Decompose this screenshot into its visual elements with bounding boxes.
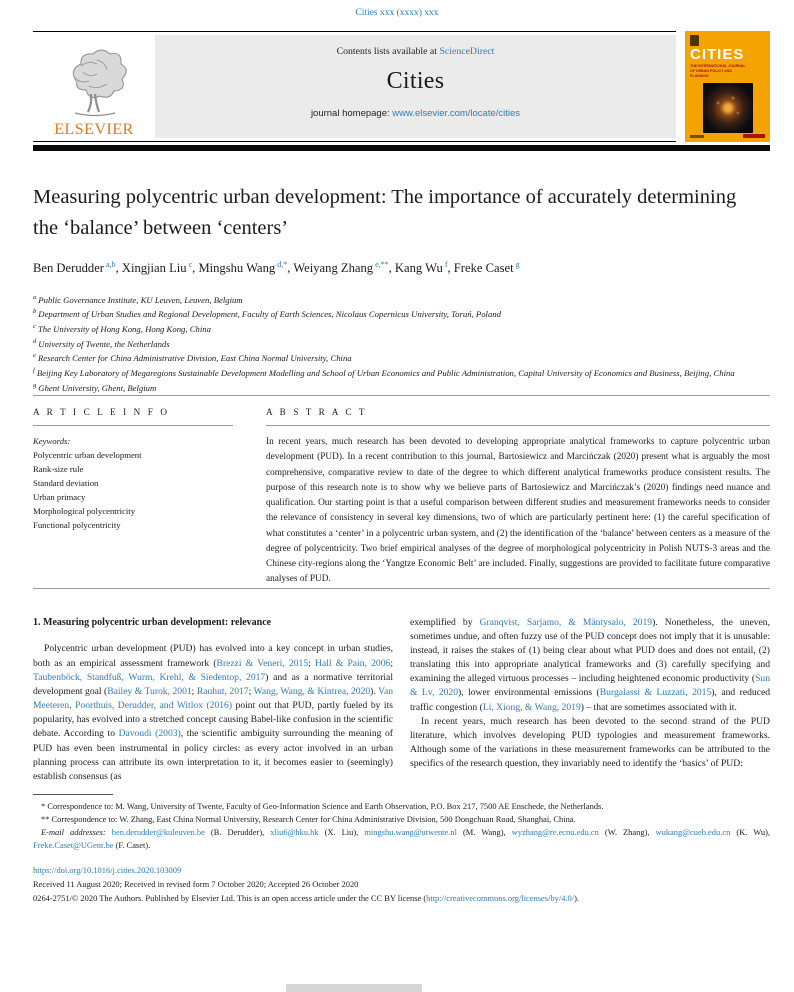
inline-link[interactable]: Granqvist, Sarjamo, & Mäntysalo, 2019 bbox=[479, 616, 653, 628]
journal-homepage-link[interactable]: www.elsevier.com/locate/cities bbox=[392, 108, 521, 119]
running-head: Cities xxx (xxxx) xxx bbox=[355, 8, 439, 18]
received-dates: Received 11 August 2020; Received in revised form 7 October 2020; Accepted 26 October 2020 bbox=[33, 878, 359, 889]
text-segment: d,* bbox=[277, 259, 288, 269]
body-paragraph bbox=[410, 715, 770, 772]
keywords-list bbox=[33, 435, 233, 532]
abstract-column bbox=[266, 407, 770, 587]
keyword-item: Standard deviation bbox=[33, 477, 99, 488]
cover-elsevier-mark-icon bbox=[690, 35, 699, 46]
body-right-column bbox=[410, 616, 770, 785]
text-segment: (M. Wang), bbox=[456, 826, 512, 837]
inline-link[interactable]: Freke.Caset@UGent.be bbox=[33, 839, 114, 850]
text-segment: In recent years, much research has been devoted to the second strand of the PUD literature, which involves developing PUD typologies and measurement frameworks. Although some of the variations in these measurement frameworks can be attributed to the specifics of the research question, they invariably need to identify the ‘basics’ of PUD: bbox=[410, 715, 770, 770]
abstract-text: In recent years, much research has been devoted to developing appropriate analytical frameworks to capture polycentric urban development (PUD). In a recent contribution to this journal, Bartosiewicz and Marcińczak (2020) present what is arguably the most comprehensive, comparative review to date of the degree to which different analytical frameworks produce consistent results. The purpose of this research note is to show why we believe parts of Bartosiewicz and Marcińczak’s (2020) findings need nuance and qualification. Our starting point is that a useful comparison between different studies and measurement frameworks needs to consider the relevance of consistency in several key dimensions, two of which are particularly pertinent here: (1) the careful specification of what constitutes a ‘center’ in a polycentric urban system, and (2) the identification of the ‘balance’ between centers as a measure of the degree of polycentricity. Two brief empirical analyses of the degree of morphological polycentricity in Polish NUTS-3 areas and the Chinese city-regions along the ‘Yangtze Economic Belt’ are included. Finally, suggestions are provided to facilitate future comparative analyses of PUD. bbox=[266, 437, 770, 585]
keyword-item: Urban primacy bbox=[33, 491, 86, 502]
divider bbox=[266, 425, 770, 426]
inline-link[interactable]: mingshu.wang@utwente.nl bbox=[364, 826, 457, 837]
inline-link[interactable]: wyzhang@re.ecnu.edu.cn bbox=[511, 826, 599, 837]
inline-link[interactable]: Li, Xiong, & Wang, 2019 bbox=[482, 701, 581, 713]
author-line bbox=[33, 260, 770, 276]
elsevier-wordmark: ELSEVIER bbox=[54, 121, 134, 138]
inline-link[interactable]: Bailey & Turok, 2001 bbox=[107, 685, 192, 697]
inline-link[interactable]: ben.derudder@kuleuven.be bbox=[111, 826, 205, 837]
text-segment: 0264-2751/© 2020 The Authors. Published by Elsevier Ltd. This is an open access article under the CC BY license ( bbox=[33, 893, 427, 904]
inline-link[interactable]: Hall & Pain, 2006 bbox=[315, 657, 391, 669]
affiliation-item: $^d$ University of Twente, the Netherlands bbox=[33, 337, 170, 349]
inline-link[interactable]: http://creativecommons.org/licenses/by/4.0/ bbox=[426, 893, 575, 904]
abstract-heading: A B S T R A C T bbox=[266, 407, 368, 418]
section-1-heading: 1. Measuring polycentric urban development: relevance bbox=[33, 616, 272, 628]
text-segment: Polycentric urban development (PUD) has evolved into a key concept in urban studies, both as an empirical assessment framework ( bbox=[33, 643, 393, 669]
cover-subtitle: THE INTERNATIONAL JOURNAL OF URBAN POLICY AND PLANNING bbox=[690, 64, 746, 78]
affiliation-item: $^e$ Research Center for China Administrative Division, East China Normal University, China bbox=[33, 352, 352, 364]
text-segment: ) and as a normative territorial development goal ( bbox=[33, 671, 393, 697]
text-segment: (F. Caset). bbox=[113, 839, 151, 850]
cover-city-lights-image bbox=[703, 83, 753, 133]
affiliation-item: $^f$ Beijing Key Laboratory of Megaregions Sustainable Development Modelling and School of Urban Economics and Public Administration, Capital University of Economics and Business, Beijing, China bbox=[33, 366, 735, 378]
elsevier-tree-icon bbox=[57, 46, 131, 123]
text-segment: ). Nonetheless, the uneven, sometimes undue, and often fuzzy use of the PUD concept does not imply that it is unusable: instead, it raises the stakes of (1) being clear about what PUD does and does not entail, (2) translating this into appropriate analytical frameworks and (3) carefully specifying and examining the alleged virtuous processes – including heightened economic productivity ( bbox=[410, 616, 771, 685]
text-segment: g bbox=[515, 259, 520, 269]
text-segment: ; bbox=[191, 685, 197, 697]
text-segment: E-mail addresses: bbox=[41, 826, 112, 837]
keyword-item: Polycentric urban development bbox=[33, 450, 142, 461]
text-segment: (B. Derudder), bbox=[204, 826, 271, 837]
affiliation-item: $^c$ The University of Hong Kong, Hong Kong, China bbox=[33, 322, 211, 334]
article-info-column bbox=[33, 407, 233, 587]
text-segment: , the scientific ambiguity surrounding the meaning of PUD has even been instrumental in policy circles: as every actor involved in an urban planning process can attribute its own interpretation to it, it becomes easier to (seemingly) establish consensus (as bbox=[33, 728, 394, 782]
journal-title: Cities bbox=[386, 68, 445, 94]
affiliations-list bbox=[33, 293, 770, 395]
inline-link[interactable]: Davoudi (2003) bbox=[118, 728, 181, 740]
affiliation-item: $^b$ Department of Urban Studies and Regional Development, Faculty of Earth Sciences, Nicolaus Copernicus University, Toruń, Poland bbox=[33, 308, 502, 320]
affiliation-item: $^g$ Ghent University, Ghent, Belgium bbox=[33, 381, 157, 393]
inline-link[interactable]: Sun & Lv, 2020 bbox=[410, 673, 770, 699]
inline-link[interactable]: Wang, Wang, & Kintrea, 2020 bbox=[253, 685, 371, 697]
footnote-divider bbox=[33, 794, 113, 795]
inline-link[interactable]: Burgalassi & Luzzati, 2015 bbox=[599, 687, 712, 699]
text-segment: , Mingshu Wang bbox=[192, 260, 276, 275]
divider bbox=[33, 395, 770, 396]
journal-cover-thumbnail[interactable] bbox=[685, 31, 770, 142]
banner-center bbox=[155, 35, 676, 138]
text-segment: ). bbox=[574, 893, 580, 904]
footnotes bbox=[33, 800, 770, 851]
inline-link[interactable]: Van Meeteren, Poorthuis, Derudder, and Witlox (2016) bbox=[33, 685, 393, 712]
text-segment: ; bbox=[390, 657, 393, 669]
text-segment: , Kang Wu bbox=[388, 260, 443, 275]
license-line bbox=[33, 891, 770, 905]
text-segment: (K. Wu), bbox=[730, 826, 770, 837]
body-paragraph bbox=[410, 616, 770, 715]
text-segment: e,** bbox=[375, 259, 389, 269]
text-segment: exemplified by bbox=[410, 616, 480, 628]
cover-footer-marks bbox=[690, 134, 765, 138]
text-segment: (W. Zhang), bbox=[598, 826, 656, 837]
keyword-item: Morphological polycentricity bbox=[33, 505, 136, 516]
text-segment: point out that PUD, partly fueled by its popularity, has evolved into a stretched concept causing Babel-like confusion in the scientific debate. According to bbox=[33, 700, 393, 740]
inline-link[interactable]: xliu6@hku.hk bbox=[270, 826, 319, 837]
info-abstract-block bbox=[33, 407, 770, 587]
text-segment: a,b bbox=[106, 259, 116, 269]
keyword-item: Functional polycentricity bbox=[33, 519, 121, 530]
inline-link[interactable]: Rauhut, 2017 bbox=[196, 685, 249, 697]
text-segment: ), and reduced traffic congestion ( bbox=[410, 687, 771, 713]
text-segment: ). bbox=[370, 685, 379, 697]
text-segment: , Freke Caset bbox=[447, 260, 514, 275]
body-columns bbox=[33, 616, 770, 785]
text-segment: ) – that are sometimes associated with it. bbox=[580, 701, 737, 713]
text-segment: ), lower environmental emissions ( bbox=[458, 687, 600, 699]
text-segment: c bbox=[188, 259, 193, 269]
sciencedirect-link[interactable]: ScienceDirect bbox=[439, 46, 495, 57]
inline-link[interactable]: wukang@cueb.edu.cn bbox=[655, 826, 731, 837]
affiliation-item: $^a$ Public Governance Institute, KU Leuven, Leuven, Belgium bbox=[33, 293, 243, 305]
elsevier-logo bbox=[33, 32, 155, 141]
text-segment: Ben Derudder bbox=[33, 260, 104, 275]
contents-line: Contents lists available at ScienceDirect bbox=[336, 46, 495, 57]
article-info-heading: A R T I C L E I N F O bbox=[33, 407, 170, 418]
text-segment: (X. Liu), bbox=[318, 826, 365, 837]
correspondence-footnote: * Correspondence to: M. Wang, University of Twente, Faculty of Geo-Information Science and Earth Observation, P.O. Box 217, 7500 AE Enschede, the Netherlands. bbox=[41, 801, 604, 812]
inline-link[interactable]: Brezzi & Veneri, 2015 bbox=[216, 657, 309, 669]
text-segment: ; bbox=[248, 685, 254, 697]
divider bbox=[33, 425, 233, 426]
text-segment: ; bbox=[308, 657, 316, 669]
keyword-item: Rank-size rule bbox=[33, 464, 84, 475]
text-segment: , Weiyang Zhang bbox=[287, 260, 374, 275]
text-segment: , Xingjian Liu bbox=[115, 260, 187, 275]
header-divider-bar bbox=[33, 145, 770, 151]
correspondence-footnote-2: ** Correspondence to: W. Zhang, East China Normal University, Research Center for China Administrative Division, 500 Dongchuan Road, Shanghai, China. bbox=[41, 814, 576, 825]
email-addresses-line bbox=[33, 826, 770, 852]
cover-title: CITIES bbox=[690, 46, 745, 63]
text-segment: f bbox=[444, 259, 448, 269]
inline-link[interactable]: Taubenböck, Standfuß, Wurm, Krehl, & Siedentop, 2017 bbox=[33, 671, 266, 683]
next-page-peek bbox=[286, 984, 422, 992]
body-paragraph bbox=[33, 642, 393, 784]
journal-banner bbox=[33, 31, 676, 142]
divider bbox=[33, 588, 770, 589]
body-left-column bbox=[33, 616, 393, 785]
article-title: Measuring polycentric urban development: The importance of accurately determining the ‘balance’ between ‘centers’ bbox=[33, 186, 737, 239]
keywords-label: Keywords: bbox=[33, 436, 71, 447]
doi-link[interactable]: https://doi.org/10.1016/j.cities.2020.103009 bbox=[33, 864, 182, 875]
homepage-line: journal homepage: www.elsevier.com/locate/cities bbox=[310, 108, 521, 119]
article-footer bbox=[33, 863, 770, 906]
journal-header bbox=[33, 31, 770, 142]
